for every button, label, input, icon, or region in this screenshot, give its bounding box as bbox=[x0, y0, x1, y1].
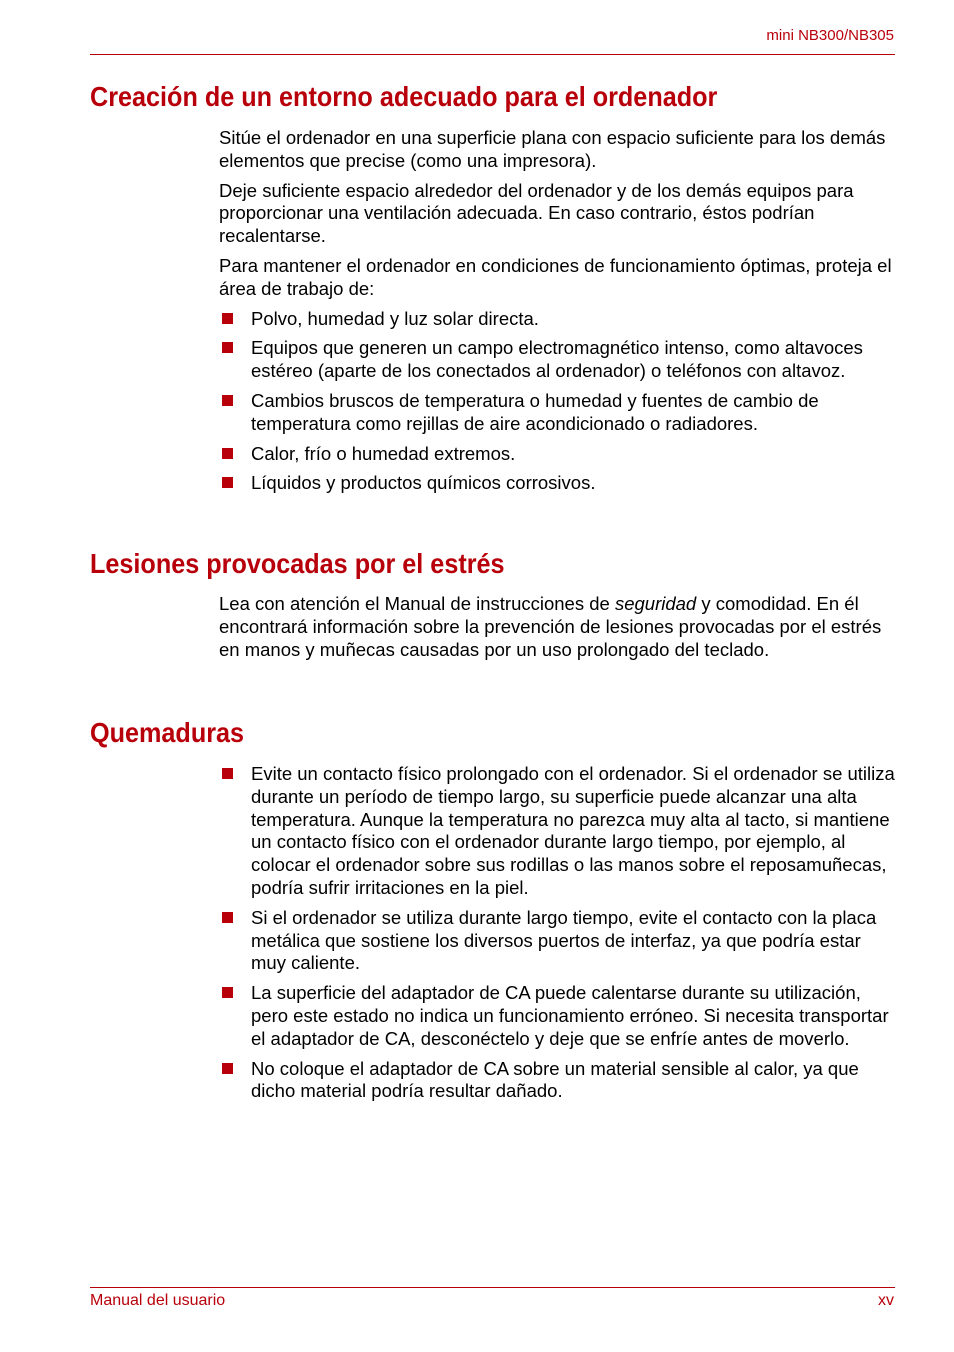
paragraph: Sitúe el ordenador en una superficie plana con espacio suficiente para los demás elementos que precise (como una impresora). bbox=[219, 127, 886, 171]
bullet-square-icon bbox=[222, 342, 233, 353]
list-item bbox=[219, 443, 895, 466]
bullet-square-icon bbox=[222, 477, 233, 488]
paragraph: Para mantener el ordenador en condiciones de funcionamiento óptimas, proteja el área de trabajo de: bbox=[219, 254, 892, 299]
section-title-burns: Quemaduras bbox=[90, 717, 245, 748]
page-number: xv bbox=[878, 1292, 894, 1309]
list-item-text: Cambios bruscos de temperatura o humedad y fuentes de cambio de temperatura como rejillas de aire acondicionado o radiadores. bbox=[251, 389, 819, 434]
bullet-square-icon bbox=[222, 912, 233, 923]
list-item bbox=[219, 390, 895, 436]
bullet-list bbox=[219, 763, 895, 1103]
bullet-square-icon bbox=[222, 768, 233, 779]
paragraph: Deje suficiente espacio alrededor del ordenador y de los demás equipos para proporcionar una ventilación adecuada. En caso contrario, éstos podrían recalentarse. bbox=[219, 179, 854, 247]
section-title-environment: Creación de un entorno adecuado para el ordenador bbox=[90, 81, 718, 112]
list-item-text: Si el ordenador se utiliza durante largo tiempo, evite el contacto con la placa metálica que sostiene los diversos puertos de interfaz, ya que podría estar muy caliente. bbox=[251, 906, 877, 974]
list-item-text: Equipos que generen un campo electromagnético intenso, como altavoces estéreo (aparte de los conectados al ordenador) o teléfonos con altavoz. bbox=[251, 337, 863, 382]
footer-manual-label: Manual del usuario bbox=[90, 1292, 226, 1309]
list-item bbox=[219, 982, 895, 1050]
list-item-text: Líquidos y productos químicos corrosivos. bbox=[251, 472, 596, 494]
bullet-square-icon bbox=[222, 313, 233, 324]
paragraph-text-end: y comodidad. En él encontrará información sobre la prevención de lesiones provocadas por el estrés en manos y muñecas causadas por un uso prolongado del teclado. bbox=[219, 593, 882, 660]
section-title-stress: Lesiones provocadas por el estrés bbox=[90, 548, 505, 579]
list-item-text: Evite un contacto físico prolongado con el ordenador. Si el ordenador se utiliza durante un período de tiempo largo, su superficie puede alcanzar una alta temperatura. Aunque la temperatura no parezca muy alta al tacto, si mantiene un contacto físico con el ordenador durante largo tiempo, por ejemplo, al colocar el ordenador sobre sus rodillas o las manos sobre el reposamuñecas, podría sufrir irritaciones en la piel. bbox=[251, 763, 895, 898]
list-item-text: La superficie del adaptador de CA puede calentarse durante su utilización, pero este estado no indica un funcionamiento erróneo. Si necesita transportar el adaptador de CA, desconéctelo y deje que se enfríe antes de moverlo. bbox=[251, 982, 889, 1049]
list-item bbox=[219, 308, 895, 331]
list-item bbox=[219, 472, 895, 495]
section-body-burns bbox=[219, 763, 895, 1110]
paragraph-text-start: Lea con atención el Manual de instrucciones de bbox=[219, 593, 615, 614]
list-item bbox=[219, 907, 895, 975]
list-item bbox=[219, 763, 895, 900]
list-item bbox=[219, 337, 895, 383]
list-item-text: No coloque el adaptador de CA sobre un material sensible al calor, ya que dicho material podría resultar dañado. bbox=[251, 1057, 859, 1102]
footer-rule bbox=[90, 1287, 895, 1288]
section-body-stress bbox=[219, 593, 895, 668]
bullet-square-icon bbox=[222, 448, 233, 459]
italic-term: seguridad bbox=[614, 593, 697, 614]
page-header-label: mini NB300/NB305 bbox=[766, 27, 894, 44]
bullet-square-icon bbox=[222, 987, 233, 998]
list-item bbox=[219, 1058, 895, 1104]
section-body-environment bbox=[219, 127, 895, 502]
list-item-text: Polvo, humedad y luz solar directa. bbox=[251, 307, 539, 329]
bullet-list bbox=[219, 308, 895, 496]
paragraph bbox=[219, 593, 895, 661]
header-rule bbox=[90, 54, 895, 55]
bullet-square-icon bbox=[222, 395, 233, 406]
list-item-text: Calor, frío o humedad extremos. bbox=[251, 442, 516, 464]
bullet-square-icon bbox=[222, 1063, 233, 1074]
